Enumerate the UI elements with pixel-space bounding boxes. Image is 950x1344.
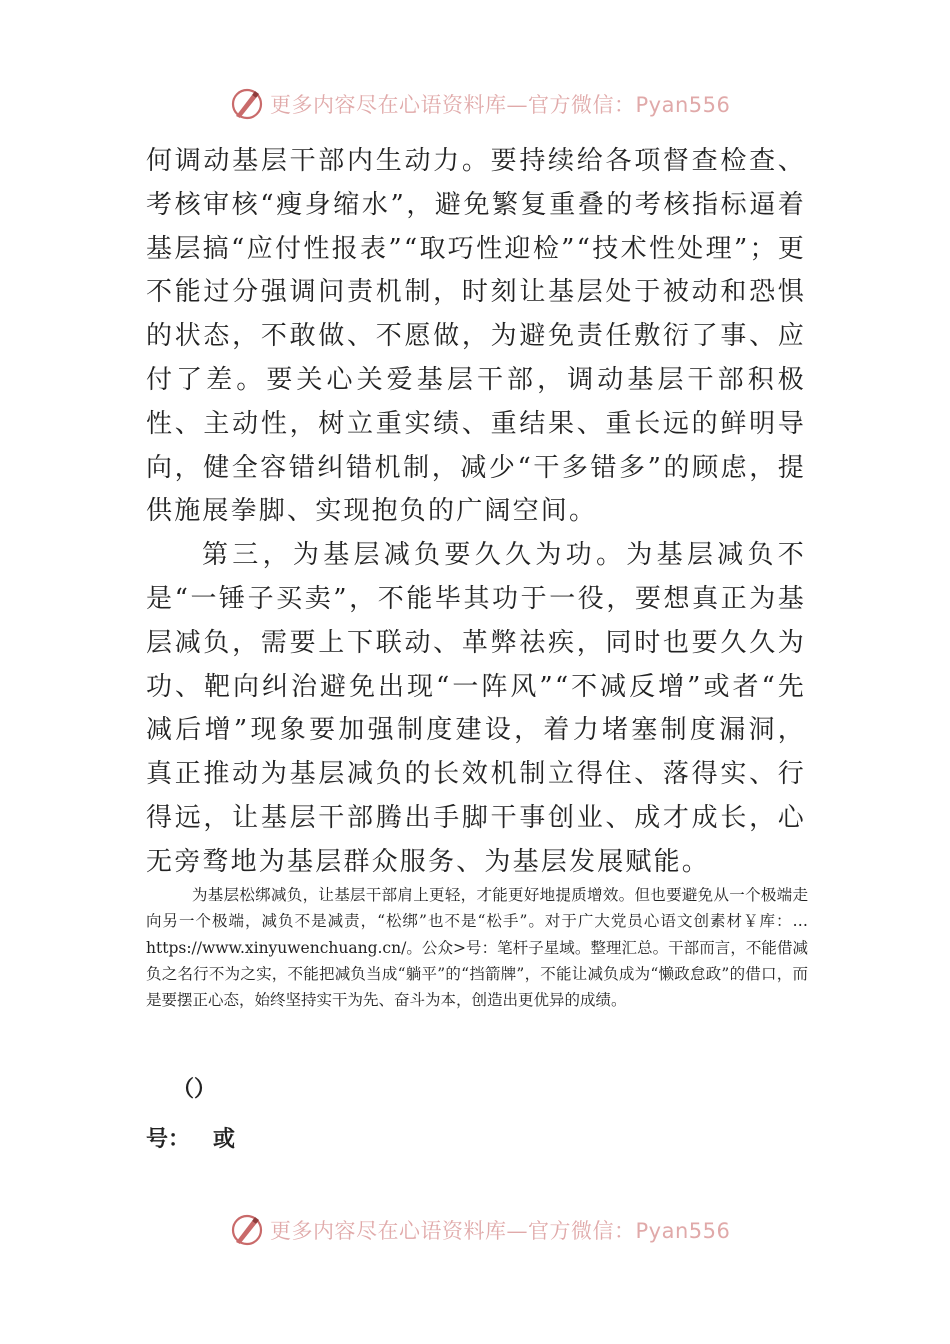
header-banner [230,84,730,124]
banner-wechat-id: Pyan556 [635,93,731,117]
main-body [146,140,806,885]
paragraph-1: 何调动基层干部内生动力。要持续给各项督查检查、考核审核“瘦身缩水”，避免繁复重叠的考核指标逼着基层搞“应付性报表”“取巧性迎检”“技术性处理”；更不能过分强调问责机制，时刻让基层处于被动和恐惧的状态，不敢做、不愿做，为避免责任敷衍了事、应付了差。要关心关爱基层干部，调动基层干部积极性、主动性，树立重实绩、重结果、重长远的鲜明导向，健全容错纠错机制，减少“干多错多”的顾虑，提供施展拳脚、实现抱负的广阔空间。 [146,146,806,527]
note-paragraph: 为基层松绑减负，让基层干部肩上更轻，才能更好地提质增效。但也要避免从一个极端走向另一个极端，减负不是减责，“松绑”也不是“松手”。对于广大党员心语文创素材￥库：…https://www.xinyuwenchuang.cn/。公众>号：笔杆子星域。整理汇总。干部而言，不能借减负之名行不为之实，不能把减负当成“躺平”的“挡箭牌”，不能让减负成为“懒政怠政”的借口，而是要摆正心态，始终坚持实干为先、奋斗为本，创造出更优异的成绩。 [146,886,808,1010]
paragraph-2: 第三，为基层减负要久久为功。为基层减负不是“一锤子买卖”，不能毕其功于一役，要想真正为基层减负，需要上下联动、革弊祛疾，同时也要久久为功、靶向纠治避免出现“一阵风”“不减反增”或者“先减后增”现象要加强制度建设，着力堵塞制度漏洞，真正推动为基层减负的长效机制立得住、落得实、行得远，让基层干部腾出手脚干事创业、成才成长，心无旁骛地为基层群众服务、为基层发展赋能。 [146,540,806,877]
pen-circle-logo-icon [230,87,264,121]
banner-text [270,1215,730,1245]
banner-text [270,89,730,119]
banner-cn: 更多内容尽在心语资料库—官方微信： [270,1219,636,1243]
banner-wechat-id: Pyan556 [635,1219,731,1243]
footer-banner [230,1210,730,1250]
hao-label: 号： 或 [146,1127,235,1152]
banner-cn: 更多内容尽在心语资料库—官方微信： [270,93,636,117]
note-block [146,882,808,1013]
pen-circle-logo-icon [230,1213,264,1247]
empty-parentheses: （） [172,1077,217,1102]
